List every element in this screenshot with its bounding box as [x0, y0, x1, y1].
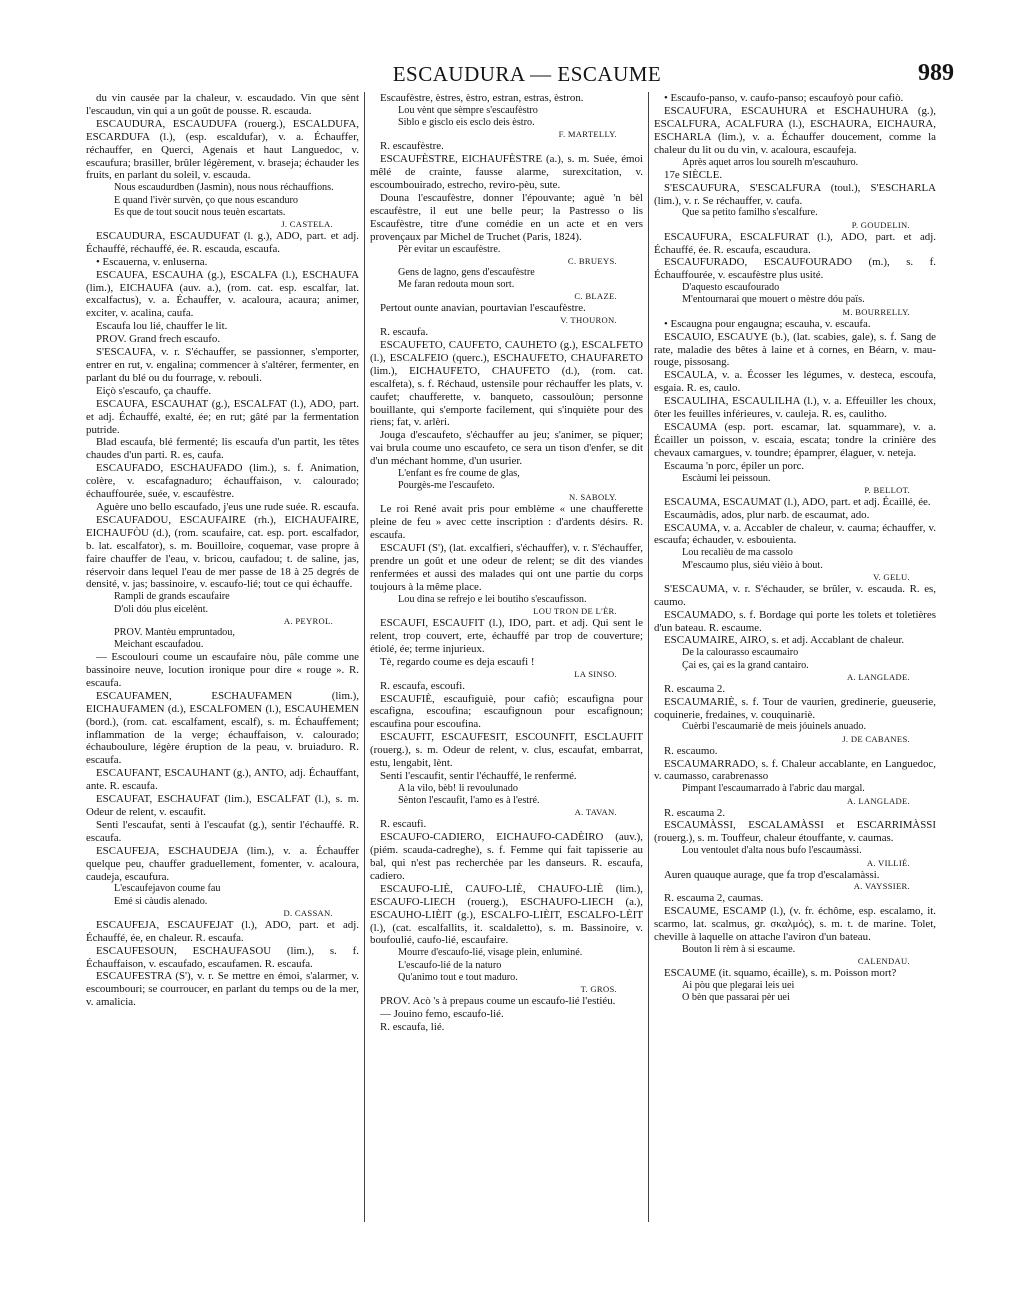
dictionary-entry: ESCAUFADO, ESCHAUFADO (lim.), s. f. Animation, colère, v. escafagnaduro; échauffaison, v. calourado; échauffourée, suée, v. escaufèstre.	[86, 462, 359, 501]
dictionary-entry: du vin causée par la chaleur, v. escaudado. Vin que sènt l'escaudun, vin qui a un goût de pousse. R. escauda.	[86, 92, 359, 117]
dictionary-entry: ESCAUFESTRA (S'), v. r. Se mettre en émoi, s'alarmer, v. escoumbouri; se courroucer, en parlant du temps ou de la mer, v. amalicia.	[86, 970, 359, 1009]
dictionary-entry: ESCAUME, ESCAMP (l.), (v. fr. échôme, esp. escalamo, it. scarmo, lat. scalmus, gr. σκαλμός), s. m. t. de marine. Tolet, cheville à laquelle on attache l'aviron d'un bateau.	[654, 905, 936, 944]
quotation: Ai pòu que plegarai leis uei O bèn que passarai pèr uei	[682, 980, 795, 1004]
running-head: ESCAUDURA — ESCAUME	[392, 62, 662, 86]
dictionary-entry: ESCAUFURADO, ESCAUFOURADO (m.), s. f. Échauffourée, v. escaufèstre plus usité.	[654, 256, 936, 282]
dictionary-entry: ESCAUMÀSSI, ESCALAMÀSSI et ESCARRIMÀSSI (rouerg.), s. m. Touffeur, chaleur étouffante, v. caumas.	[654, 819, 936, 845]
dictionary-entry: ESCAUFA, ESCAUHA (g.), ESCALFA (l.), ESCHAUFA (lim.), EICHAUFA (auv. a.), (rom. cat. esp. escalfar, lat. excalfactus), v. a. Échauffer, v. acaloura, acaura; animer, exciter, v. acalina, caufa.	[86, 268, 359, 320]
dictionary-entry: Eiçò s'escaufo, ça chauffe.	[96, 384, 212, 397]
dictionary-entry: ESCAUDURA, ESCAUDUFAT (l. g.), ADO, part. et adj. Échauffé, réchauffé, ée. R. escauda, escaufa.	[86, 229, 359, 255]
dictionary-entry: ESCAULA, v. a. Écosser les légumes, v. desteca, escoufa, esgaia. R. es, caulo.	[654, 369, 936, 395]
dictionary-entry: R. escauma 2, caumas.	[664, 892, 764, 905]
dictionary-entry: R. escaufa, lié.	[380, 1020, 445, 1033]
quotation: PROV. Mantèu empruntadou, Meichant escaufadou.	[114, 626, 235, 650]
dictionary-entry: ESCAUMA, ESCAUMAT (l.), ADO, part. et adj. Écaillé, ée.	[664, 495, 931, 508]
dictionary-entry: Senti l'escaufit, sentir l'échauffé, le renfermé.	[380, 769, 577, 782]
citation-source: A. VILLIÉ.	[866, 857, 910, 868]
dictionary-entry: ESCAUMA (esp. port. escamar, lat. squammare), v. a. Écailler un poisson, v. escaia, escata; tondre la crinière des chevaux camargues, v. toundre; épamprer, élaguer, v. neteja.	[654, 420, 936, 459]
dictionary-entry: R. escauma 2.	[664, 682, 726, 695]
citation-source: C. BRUEYS.	[567, 255, 617, 266]
citation-source: V. THOURON.	[560, 315, 617, 326]
column-rule	[364, 92, 365, 1222]
quotation: A la vilo, bèb! li revoulunado Sènton l'escaufit, l'amo es à l'estré.	[398, 782, 540, 807]
dictionary-entry: ESCAUME (it. squamo, écaille), s. m. Poisson mort?	[664, 967, 897, 980]
dictionary-entry: ESCAUFANT, ESCAUHANT (g.), ANTO, adj. Échauffant, ante. R. escaufa.	[86, 767, 359, 793]
page-header	[90, 62, 964, 90]
dictionary-entry: S'ESCAUFURA, S'ESCALFURA (toul.), S'ESCHARLA (lim.), v. r. Se réchauffer, v. caufa.	[654, 181, 936, 207]
dictionary-entry: ESCAUFÈSTRE, EICHAUFÈSTRE (a.), s. m. Suée, émoi mêlé de crainte, fausse alarme, surexcitation, v. escoumbouirado, estrecho, reviro-pèu, sute.	[370, 153, 643, 192]
dictionary-entry: ESCAUFESOUN, ESCHAUFASOU (lim.), s. f. Échauffaison, v. escaufado, escaufamen. R. escaufa.	[86, 944, 359, 970]
dictionary-entry: ESCAULIHA, ESCAULILHA (l.), v. a. Effeuiller les choux, ôter les feuilles inférieures, v. cauleja. R. es, caulitho.	[654, 395, 936, 421]
dictionary-entry: ESCAUFI (S'), (lat. excalfieri, s'échauffer), v. r. S'échauffer, prendre un goût et une odeur de relent; se dit des viandes renfermées et aussi des malades qui ont une partie du corps toujours à la même place.	[370, 542, 643, 593]
dictionary-entry: ESCAUFIT, ESCAUFESIT, ESCOUNFIT, ESCLAUFIT (rouerg.), s. m. Odeur de relent, v. clus, escaufat, embarrat, estu, lengabit, lènt.	[370, 731, 643, 770]
dictionary-entry: ESCAUFETO, CAUFETO, CAUHETO (g.), ESCALFETO (l.), ESCALFEIO (querc.), ESCHAUFETO, CHAUFARETO (lim.), EICHAUFETO, CHAUFETO (d.), (rom. cat. escalfeta), s. f. Réchaud, ustensile pour réchauffer les plats, v. caufet; chaufferette, v. banqueto, cassoulòun; personne bouillante, qui s'emporte facilement, qui s'inquiète pour des riens; fat, v. arlèri.	[370, 338, 643, 429]
quotation: Lou recalièu de ma cassolo M'escaumo plus, siéu vièio à bout.	[682, 547, 823, 571]
quotation: E quand l'ivèr survèn, ço que nous escanduro Es que de tout soucit nous teuèn escartats.	[114, 194, 299, 218]
citation-source: P. GOUDELIN.	[851, 219, 910, 230]
text-columns	[86, 92, 968, 1232]
quotation: Mourre d'escaufo-lié, visage plein, enluminé.	[398, 947, 583, 959]
quotation: De la calourasso escaumairo Çai es, çai es la grand cantairo.	[682, 647, 809, 671]
quotation: Pèr evitar un escaufèstre.	[398, 243, 501, 255]
dictionary-entry: R. escaumo.	[664, 744, 718, 757]
dictionary-entry: Auren quauque aurage, que fa trop d'escalamàssi.	[664, 868, 880, 881]
citation-source: F. MARTELLY.	[558, 129, 617, 140]
dictionary-entry: ESCAUDURA, ESCAUDUFA (rouerg.), ESCALDUFA, ESCARDUFA (l.), (esp. escaldufar), v. a. Échauffer, réchauffer, en Querci, Agenais et haut Languedoc, v. escaufura; brasiller, brûler légèrement, v. braseja; échauder les fruits, en parlant du soleil, v. escauda.	[86, 117, 359, 182]
column-left	[86, 92, 359, 1232]
dictionary-entry: ESCAUFA, ESCAUHAT (g.), ESCALFAT (l.), ADO, part. et adj. Échauffé, exalté, ée; en rut; gâté par la fermentation putride.	[86, 397, 359, 436]
dictionary-entry: ESCAUFAT, ESCHAUFAT (lim.), ESCALFAT (l.), s. m. Odeur de relent, v. escaufit.	[86, 793, 359, 819]
page-number: 989	[918, 60, 954, 86]
quotation: Bouton li rèm à si escaume.	[682, 944, 796, 956]
citation-source: CALENDAU.	[857, 956, 910, 967]
citation-source: LOU TRON DE L'ÈR.	[533, 606, 617, 616]
dictionary-entry: ESCAUMA, v. a. Accabler de chaleur, v. cauma; échauffer, v. escaufa; échauder, v. esbouienta.	[654, 521, 936, 547]
dictionary-entry: ESCAUFIÈ, escaufiguiè, pour cafiò; escaufigna pour escafigna, escoufina; escaufignoun pour escafignoun; escaufina pour escoufina.	[370, 692, 643, 731]
quotation: Que sa petito familho s'escalfure.	[682, 207, 818, 219]
citation-source: J. CASTELA.	[281, 218, 333, 229]
dictionary-entry: Blad escaufa, blé fermenté; lis escaufa d'un partit, les têtes chaudes d'un parti. R. es, caufa.	[86, 436, 359, 462]
column-rule	[648, 92, 649, 1222]
quotation: Escàumi lei peissoun.	[682, 472, 771, 484]
dictionary-entry: ESCAUFO-CADIERO, EICHAUFO-CADÈIRO (auv.), (piém. scauda-cadreghe), s. f. Femme qui fait tapisserie au bal, qui n'est pas recherchée par les danseurs. R. escaufa, cadiero.	[370, 831, 643, 882]
dictionary-entry: Le roi René avait pris pour emblème « une chaufferette pleine de feu » avec cette inscription : d'ardents désirs. R. escaufa.	[370, 503, 643, 542]
citation-source: A. TAVAN.	[574, 807, 617, 818]
dictionary-entry: ESCAUFAMEN, ESCHAUFAMEN (lim.), EICHAUFAMEN (d.), ESCALFOMEN (l.), ESCAUHEMEN (bord.), (rom. cat. escalfament, escalf), s. m. Échauffement; inflammation de la verge; échauffaison, v. calourado; échauboulure, légère éruption de la peau, v. bruiaduro. R. escaufa.	[86, 689, 359, 767]
quotation: L'enfant es fre coume de glas, Pourgès-me l'escaufeto.	[398, 468, 520, 492]
citation-source: T. GROS.	[580, 983, 617, 994]
dictionary-entry: ESCAUMADO, s. f. Bordage qui porte les tolets et toletières d'un bateau. R. escaume.	[654, 608, 936, 634]
quotation: L'escaufo-lié de la naturo Qu'animo tout e tout maduro.	[398, 959, 518, 983]
dictionary-entry: ESCAUMARIÈ, s. f. Tour de vaurien, gredinerie, gueuserie, coquinerie, fredaines, v. couquinariè.	[654, 695, 936, 721]
dictionary-entry: Escauma 'n porc, épiler un porc.	[664, 459, 805, 472]
dictionary-entry: R. escaufi.	[380, 818, 427, 831]
dictionary-entry: — Jouino femo, escaufo-lié.	[380, 1007, 504, 1020]
quotation: Cuèrbi l'escaumariè de meis jóuinels anuado.	[682, 721, 867, 733]
quotation: L'escaufejavon coume fau Emé si càudis alenado.	[114, 883, 221, 907]
dictionary-entry: ESCAUFEJA, ESCHAUDEJA (lim.), v. a. Échauffer quelque peu, chauffer graduellement, fomenter, v. acaloura, caudeja, escaufura.	[86, 844, 359, 883]
citation-source: D. CASSAN.	[283, 907, 333, 918]
dictionary-entry: ESCAUFURA, ESCALFURAT (l.), ADO, part. et adj. Échauffé, ée. R. escaufa, escaudura.	[654, 230, 936, 256]
citation-source: M. BOURRELLY.	[842, 306, 910, 317]
quotation: Nous escaudurdben (Jasmin), nous nous réchauffions.	[114, 182, 334, 194]
dictionary-entry: • Escaugna pour engaugna; escauha, v. escaufa.	[664, 317, 871, 330]
quotation: Gens de lagno, gens d'escaufèstre Me faran redouta moun sort.	[398, 266, 535, 290]
citation-source: A. PEYROL.	[283, 615, 333, 626]
dictionary-entry: PROV. Grand frech escaufo.	[96, 333, 221, 346]
dictionary-entry: PROV. Acò 's à prepaus coume un escaufo-lié l'estiéu.	[380, 994, 616, 1007]
dictionary-entry: ESCAUMAIRE, AIRO, s. et adj. Accablant de chaleur.	[664, 634, 905, 647]
dictionary-entry: ESCAUIO, ESCAUYE (b.), (lat. scabies, gale), s. f. Sang de rate, maladie des bêtes à laine et à cornes, en Béarn, v. mau-rouge, pissosang.	[654, 330, 936, 369]
citation-source: C. BLAZE.	[574, 291, 617, 302]
dictionary-entry: Escaufèstre, èstres, èstro, estran, estras, èstron.	[380, 92, 584, 104]
dictionary-entry: Jouga d'escaufeto, s'échauffer au jeu; s'animer, se piquer; vai brula coume uno escaufeto, ce sera un tison d'enfer, se dit d'un méchant homme, d'un usurier.	[370, 429, 643, 468]
dictionary-entry: R. escauma 2.	[664, 806, 726, 819]
dictionary-entry: • Escauerna, v. enluserna.	[96, 255, 208, 268]
dictionary-entry: Senti l'escaufat, senti à l'escaufat (g.), sentir l'échauffé. R. escaufa.	[86, 818, 359, 844]
citation-source: A. LANGLADE.	[846, 795, 910, 806]
citation-source: A. LANGLADE.	[846, 671, 910, 682]
dictionary-entry: R. escaufa.	[380, 326, 429, 339]
citation-source: N. SABOLY.	[568, 492, 617, 503]
column-right	[654, 92, 936, 1232]
dictionary-entry: R. escaufa, escoufi.	[380, 679, 465, 692]
quotation: D'aquesto escaufourado M'entournarai que mouert o mèstre dóu païs.	[682, 282, 865, 306]
dictionary-entry: ESCAUFADOU, ESCAUFAIRE (rh.), EICHAUFAIRE, EICHAUFÒU (d.), (rom. scaufaire, cat. esp. port. escalfador, b. lat. escalfator), s. m. Bouilloire, coquemar, vase propre à faire chauffer de l'eau, v. bricou, caufadou; t. de saline, jas, réservoir dans lequel l'eau de mer passe de 18 à 25 degrés de densité, v. jas; bassinoire, v. escaufo-lié; tout ce qui échauffe.	[86, 513, 359, 591]
dictionary-entry: • Escaufo-panso, v. caufo-panso; escaufoyò pour cafiò.	[664, 92, 904, 104]
dictionary-entry: Escaumàdis, ados, plur narb. de escaumat, ado.	[664, 508, 870, 521]
citation-source: A. VAYSSIER.	[853, 881, 910, 892]
dictionary-entry: ESCAUFEJA, ESCAUFEJAT (l.), ADO, part. et adj. Échauffé, ée, en chaleur. R. escaufa.	[86, 918, 359, 944]
dictionary-entry: ESCAUFURA, ESCAUHURA et ESCHAUHURA (g.), ESCALFURA, ACALFURA (l.), ESCHAURA, EICHAURA, ESCHARLA (lim.), v. a. Échauffer doucement, comme la chaleur du lit ou du vin, v. acaloura, escaufeja.	[654, 104, 936, 156]
citation-source: LA SINSO.	[574, 668, 617, 679]
quotation: Lou vènt que sèmpre s'escaufèstro Siblo e gisclo eis esclo deis èstro.	[398, 104, 538, 129]
dictionary-entry: ESCAUFI, ESCAUFIT (l.), IDO, part. et adj. Qui sent le relent, trop couvert, erte, échauffé par trop de couverture; étiolé, ée; terme injurieux.	[370, 617, 643, 655]
dictionary-entry: Aguère uno bello escaufado, j'eus une rude suée. R. escaufa.	[96, 500, 359, 513]
dictionary-entry: 17e SIÈCLE.	[664, 168, 723, 181]
dictionary-entry: R. escaufèstre.	[380, 140, 444, 153]
quotation: Après aquet arros lou sourelh m'escauhuro.	[682, 156, 859, 168]
quotation: Pimpant l'escaumarrado à l'abric dau margal.	[682, 783, 865, 795]
citation-source: P. BELLOT.	[864, 484, 910, 495]
dictionary-entry: Tè, regardo coume es deja escaufi !	[380, 655, 535, 668]
quotation: Lou dina se refrejo e lei boutiho s'escaufisson.	[398, 593, 587, 605]
quotation: Rampli de grands escaufaire D'oli dóu plus eicelènt.	[114, 591, 230, 615]
citation-source: J. DE CABANES.	[842, 733, 910, 744]
dictionary-entry: ESCAUMARRADO, s. f. Chaleur accablante, en Languedoc, v. caumasso, carabrenasso	[654, 757, 936, 783]
dictionary-entry: — Escoulouri coume un escaufaire nòu, pâle comme une bassinoire neuve, locution ironique pour dire « rouge ». R. escaufa.	[86, 651, 359, 689]
dictionary-entry: S'ESCAUMA, v. r. S'échauder, se brûler, v. escauda. R. es, caumo.	[654, 582, 936, 608]
dictionary-entry: Douna l'escaufèstre, donner l'épouvante; aguè 'n bèl escaufèstre, il eut une belle peur; la Pastresso o lis Escaufèstre, titre d'une comédie en un acte et en vers provençaux par Michel de Truchet (Paris, 1824).	[370, 191, 643, 243]
dictionary-entry: Escaufa lou lié, chauffer le lit.	[96, 320, 228, 333]
column-middle	[370, 92, 643, 1232]
dictionary-entry: ESCAUFO-LIÈ, CAUFO-LIÈ, CHAUFO-LIÈ (lim.), ESCAUFO-LIECH (rouerg.), ESCHAUFO-LIECH (a.), ESCAUHO-LIÈIT (g.), ESCALFO-LIÈIT, ESCALFO-LÈIT (l.), (cat. escalfallits, it. scaldaletto), s. m. Bassinoire, v. boufoulié, caufo-lié, escaufaire.	[370, 882, 643, 947]
dictionary-entry: S'ESCAUFA, v. r. S'échauffer, se passionner, s'emporter, entrer en rut, v. engalina; commencer à s'altérer, fermenter, en parlant du blé ou du fourrage, v. rebouli.	[86, 346, 359, 384]
citation-source: V. GELU.	[873, 571, 910, 582]
dictionary-entry: Pertout ounte anavian, pourtavian l'escaufèstre.	[380, 302, 586, 315]
quotation: Lou ventoulet d'alta nous bufo l'escaumàssi.	[682, 845, 862, 857]
